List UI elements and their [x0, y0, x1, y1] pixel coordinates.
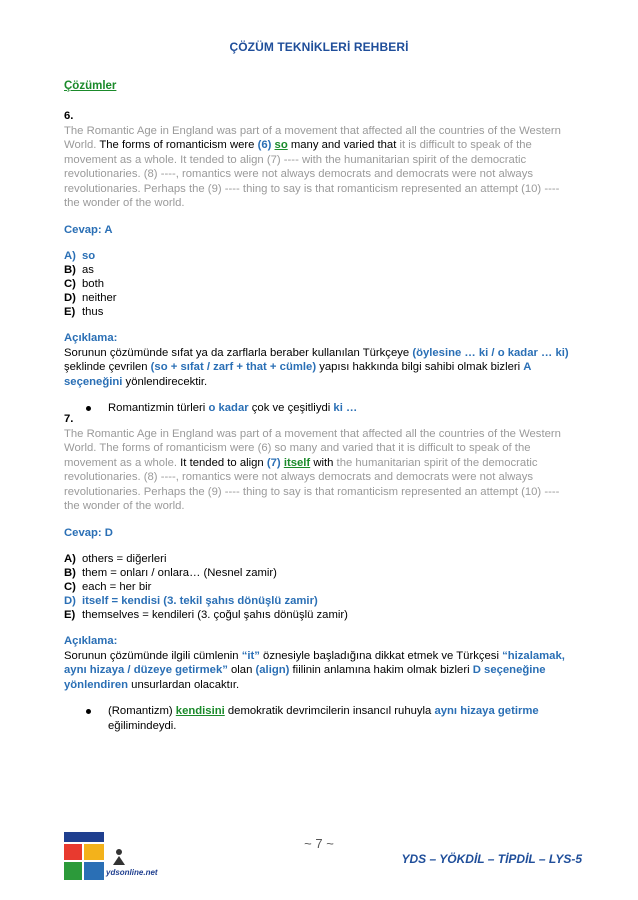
question-6-explanation-label: Açıklama: — [64, 332, 118, 344]
option-letter: A) — [64, 250, 76, 262]
option-row — [64, 249, 576, 263]
text-run: (öylesine … ki / o kadar … ki) — [412, 346, 569, 359]
text-run: many and varied that — [287, 139, 397, 151]
option-text: them = onları / onlara… (Nesnel zamir) — [82, 567, 277, 579]
text-run: ki … — [333, 402, 358, 414]
text-run: with — [310, 456, 334, 469]
text-run: yönlendirecektir. — [122, 375, 208, 388]
question-7-answer: Cevap: D — [64, 526, 113, 539]
page-header-title: ÇÖZÜM TEKNİKLERİ REHBERİ — [229, 40, 409, 54]
option-text: neither — [82, 292, 117, 304]
question-6 — [64, 109, 576, 416]
text-run: unsurlardan olacaktır. — [128, 678, 240, 691]
question-6-number: 6. — [64, 110, 74, 122]
text-run: çok ve çeşitliydi — [248, 402, 334, 414]
text-run: (6) — [257, 139, 275, 151]
option-letter: E) — [64, 609, 76, 621]
text-run: şeklinde çevrilen — [64, 361, 151, 373]
option-text: others = diğerleri — [82, 553, 167, 565]
text-run: eğilimindeydi. — [108, 719, 177, 732]
question-6-answer: Cevap: A — [64, 223, 113, 236]
option-letter: D) — [64, 292, 76, 304]
question-7-explanation-label: Açıklama: — [64, 635, 118, 647]
option-text: both — [82, 278, 104, 290]
option-letter: D) — [64, 595, 76, 607]
site-name[interactable]: ydsonline.net — [106, 868, 158, 877]
option-letter: C) — [64, 278, 76, 290]
text-run: (align) — [255, 664, 290, 676]
text-run: (Romantizm) — [108, 705, 176, 717]
text-run: Sorunun çözümünde ilgili cümlenin — [64, 649, 242, 662]
text-run: aynı hizaya getirme — [434, 705, 539, 717]
text-run: D seçeneğine yönlendiren — [64, 664, 546, 691]
question-7-options — [64, 552, 576, 622]
text-run: It tended to align — [180, 456, 267, 469]
option-text: itself = kendisi (3. tekil şahıs dönüşlü zamir) — [82, 595, 318, 607]
option-row — [64, 566, 576, 580]
option-text: as — [82, 264, 94, 276]
option-letter: C) — [64, 581, 76, 593]
option-row — [64, 608, 576, 622]
option-text: so — [82, 250, 96, 262]
question-6-passage — [64, 124, 576, 211]
question-7-bullet — [64, 704, 576, 733]
question-6-explanation — [64, 346, 576, 390]
option-row — [64, 594, 576, 608]
text-run: itself — [283, 456, 311, 469]
option-text: each = her bir — [82, 581, 152, 593]
option-row — [64, 277, 576, 291]
text-run: (7) — [266, 456, 284, 469]
text-run: The Romantic Age in England was part of a movement that affected all the countries of the Western World. — [64, 124, 561, 151]
option-text: thus — [82, 306, 104, 318]
text-run: demokratik devrimcilerin insancıl ruhuyla — [224, 705, 435, 717]
text-run: Romantizmin türleri — [108, 402, 209, 414]
text-run: yapısı hakkında bilgi sahibi olmak bizleri — [316, 361, 524, 373]
text-run: it is difficult to speak of the movement as a whole. It tended to align (7) ---- with the humanitarian spirit of the democratic revolutionaries. (8) ----, romantics were not always democrats and democrats were not always revolutionaries. Perhaps the (9) ---- thing to say is that romanticism represented an attempt (10) ---- the wonder of the world. — [64, 139, 560, 209]
option-letter: A) — [64, 553, 76, 565]
text-run: kendisini — [175, 705, 225, 717]
bullet-icon — [86, 406, 91, 411]
text-run: Sorunun çözümünde sıfat ya da zarflarla beraber kullanılan Türkçeye — [64, 346, 413, 359]
text-run: A seçeneğini — [64, 361, 532, 388]
option-letter: B) — [64, 264, 76, 276]
text-run: fiilinin anlamına hakim olmak bizleri — [289, 664, 473, 676]
text-run: “it” — [241, 649, 260, 662]
text-run: “hizalamak, aynı hizaya / düzeye getirmek” — [64, 649, 565, 676]
text-run: o kadar — [208, 402, 249, 414]
text-run: öznesiyle başladığına dikkat etmek ve Türkçesi — [259, 649, 503, 662]
text-run: The Romantic Age in England was part of a movement that affected all the countries of the Western World. The forms of romanticism were (6) so many and varied that it is difficult to speak of the movement as a whole. — [64, 427, 561, 469]
option-row — [64, 263, 576, 277]
question-7 — [64, 412, 576, 733]
text-run: (so + sıfat / zarf + that + cümle) — [150, 361, 317, 373]
question-6-options — [64, 249, 576, 319]
section-title: Çözümler — [64, 80, 117, 92]
option-row — [64, 552, 576, 566]
text-run: olan — [227, 664, 256, 676]
text-run: the humanitarian spirit of the democratic revolutionaries. (8) ----, romantics were not always democrats and democrats were not always revolutionaries. Perhaps the (9) ---- thing to say is that romanticism represented an attempt (10) ---- the wonder of the world. — [64, 456, 560, 512]
question-7-passage — [64, 427, 576, 514]
footer-exam-list: YDS – YÖKDİL – TİPDİL – LYS-5 — [401, 852, 582, 866]
option-row — [64, 291, 576, 305]
bullet-icon — [86, 709, 91, 714]
text-run: so — [274, 139, 288, 151]
option-letter: B) — [64, 567, 76, 579]
option-row — [64, 305, 576, 319]
question-7-number: 7. — [64, 413, 74, 425]
text-run: The forms of romanticism were — [99, 139, 258, 151]
question-7-bullet-text — [108, 705, 539, 732]
option-row — [64, 580, 576, 594]
page-number: ~ 7 ~ — [304, 836, 334, 851]
question-7-explanation — [64, 649, 576, 693]
option-letter: E) — [64, 306, 76, 318]
option-text: themselves = kendileri (3. çoğul şahıs dönüşlü zamir) — [82, 609, 348, 621]
